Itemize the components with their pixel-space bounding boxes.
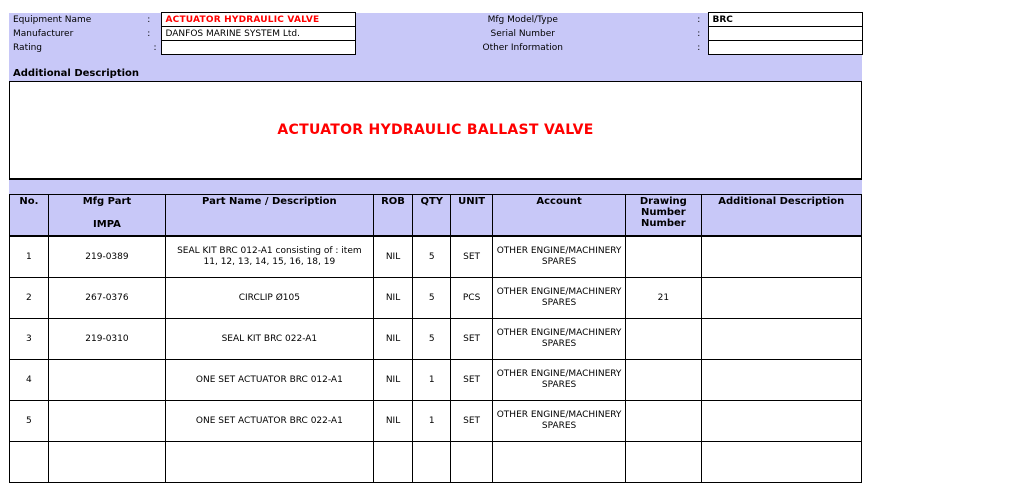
cell-mfg-part: 219-0389 (48, 236, 165, 278)
header-row (9, 41, 862, 55)
colon: : (690, 41, 708, 55)
cell-additional-description (701, 278, 861, 319)
table-row (10, 319, 862, 360)
manufacturer-value: DANFOS MARINE SYSTEM Ltd. (161, 27, 355, 41)
cell-mfg-part (48, 360, 165, 401)
cell-unit: PCS (451, 278, 493, 319)
mfg-model-value: BRC (708, 13, 862, 27)
cell-no: 4 (10, 360, 49, 401)
equipment-header (9, 12, 863, 55)
table-row (10, 236, 862, 278)
cell-mfg-part (48, 442, 165, 483)
cell-drawing-number (626, 360, 701, 401)
rating-label: Rating (9, 41, 137, 55)
cell-part-name: ONE SET ACTUATOR BRC 012-A1 (166, 360, 373, 401)
serial-number-value (708, 27, 862, 41)
parts-table (9, 194, 862, 483)
cell-rob: NIL (373, 401, 413, 442)
cell-account: OTHER ENGINE/MACHINERY SPARES (493, 401, 626, 442)
cell-part-name: ONE SET ACTUATOR BRC 022-A1 (166, 401, 373, 442)
description-box (9, 81, 862, 180)
col-header-additional-description: Additional Description (701, 195, 861, 237)
col-header-mfg-part-label: Mfg Part (82, 196, 132, 207)
equipment-name-value: ACTUATOR HYDRAULIC VALVE (161, 13, 355, 27)
rating-value (161, 41, 355, 55)
table-row (10, 442, 862, 483)
other-information-value (708, 41, 862, 55)
header-row (9, 13, 862, 27)
other-information-label: Other Information (355, 41, 690, 55)
cell-drawing-number (626, 442, 701, 483)
section-gap (9, 180, 862, 194)
colon: : (690, 27, 708, 41)
col-header-unit: UNIT (451, 195, 493, 237)
cell-no: 5 (10, 401, 49, 442)
cell-part-name: SEAL KIT BRC 012-A1 consisting of : item 11, 12, 13, 14, 15, 16, 18, 19 (166, 236, 373, 278)
cell-no (10, 442, 49, 483)
col-header-no: No. (10, 195, 49, 237)
cell-no: 1 (10, 236, 49, 278)
cell-qty: 5 (413, 236, 451, 278)
header-row (9, 27, 862, 41)
equipment-name-label: Equipment Name (9, 13, 137, 27)
cell-drawing-number: 21 (626, 278, 701, 319)
cell-part-name: CIRCLIP Ø105 (166, 278, 373, 319)
cell-drawing-number (626, 401, 701, 442)
cell-account (493, 442, 626, 483)
col-header-qty: QTY (413, 195, 451, 237)
cell-unit: SET (451, 360, 493, 401)
cell-rob: NIL (373, 360, 413, 401)
cell-mfg-part (48, 401, 165, 442)
cell-qty (413, 442, 451, 483)
cell-qty: 5 (413, 278, 451, 319)
additional-description-label: Additional Description (13, 68, 140, 79)
cell-additional-description (701, 360, 861, 401)
cell-unit: SET (451, 236, 493, 278)
equipment-sheet (9, 12, 862, 483)
cell-account: OTHER ENGINE/MACHINERY SPARES (493, 360, 626, 401)
manufacturer-label: Manufacturer (9, 27, 137, 41)
cell-qty: 5 (413, 319, 451, 360)
colon: : (137, 27, 161, 41)
cell-account: OTHER ENGINE/MACHINERY SPARES (493, 236, 626, 278)
cell-rob: NIL (373, 236, 413, 278)
table-row (10, 401, 862, 442)
description-title: ACTUATOR HYDRAULIC BALLAST VALVE (277, 122, 594, 138)
cell-additional-description (701, 401, 861, 442)
cell-additional-description (701, 319, 861, 360)
cell-drawing-number (626, 319, 701, 360)
cell-mfg-part: 219-0310 (48, 319, 165, 360)
col-header-drawing-number: Drawing Number Number (626, 195, 701, 237)
cell-additional-description (701, 442, 861, 483)
cell-rob: NIL (373, 319, 413, 360)
table-row (10, 360, 862, 401)
cell-rob (373, 442, 413, 483)
serial-number-label: Serial Number (355, 27, 690, 41)
cell-qty: 1 (413, 360, 451, 401)
cell-account: OTHER ENGINE/MACHINERY SPARES (493, 319, 626, 360)
colon: : (137, 13, 161, 27)
cell-no: 3 (10, 319, 49, 360)
colon: : (690, 13, 708, 27)
colon: : (137, 41, 161, 55)
col-header-part-name: Part Name / Description (166, 195, 373, 237)
cell-part-name (166, 442, 373, 483)
mfg-model-label: Mfg Model/Type (355, 13, 690, 27)
cell-rob: NIL (373, 278, 413, 319)
col-header-account: Account (493, 195, 626, 237)
col-header-mfg-part (48, 195, 165, 237)
col-header-rob: ROB (373, 195, 413, 237)
cell-no: 2 (10, 278, 49, 319)
cell-unit: SET (451, 401, 493, 442)
table-row (10, 278, 862, 319)
additional-description-bar (9, 55, 862, 81)
cell-additional-description (701, 236, 861, 278)
col-header-impa: IMPA (93, 219, 121, 230)
cell-unit: SET (451, 319, 493, 360)
cell-qty: 1 (413, 401, 451, 442)
cell-account: OTHER ENGINE/MACHINERY SPARES (493, 278, 626, 319)
cell-part-name: SEAL KIT BRC 022-A1 (166, 319, 373, 360)
cell-unit (451, 442, 493, 483)
cell-drawing-number (626, 236, 701, 278)
cell-mfg-part: 267-0376 (48, 278, 165, 319)
parts-header-row (10, 195, 862, 237)
